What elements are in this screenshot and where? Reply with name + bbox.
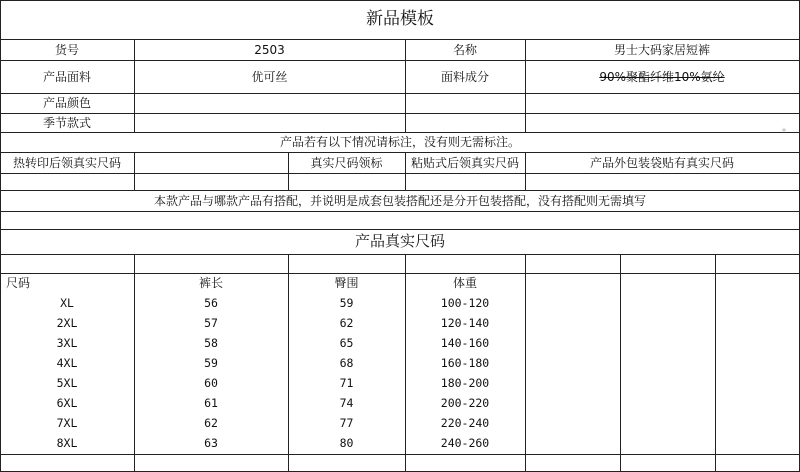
hip-cell: 59 bbox=[339, 296, 354, 311]
name-value: 男士大码家居短裤 bbox=[613, 42, 710, 57]
length-cell: 56 bbox=[204, 296, 218, 311]
sparkle-icon bbox=[781, 127, 787, 133]
length-cell: 60 bbox=[204, 376, 218, 391]
item-no-value: 2503 bbox=[254, 42, 285, 57]
sticker-label: 粘贴式后领真实尺码 bbox=[410, 155, 519, 170]
grid-line bbox=[715, 254, 716, 472]
hip-cell: 80 bbox=[339, 436, 354, 451]
collar-tag-label: 真实尺码领标 bbox=[310, 155, 383, 170]
grid-line bbox=[134, 152, 135, 190]
fabric-label: 产品面料 bbox=[42, 69, 91, 84]
length-cell: 63 bbox=[204, 436, 218, 451]
grid-line bbox=[0, 173, 800, 174]
page-title: 新品模板 bbox=[366, 9, 434, 29]
weight-cell: 120-140 bbox=[440, 316, 490, 331]
hip-cell: 71 bbox=[339, 376, 354, 391]
length-cell: 59 bbox=[204, 356, 218, 371]
hip-cell: 62 bbox=[339, 316, 354, 331]
grid-line bbox=[620, 254, 621, 472]
grid-line bbox=[0, 454, 800, 455]
composition-label: 面料成分 bbox=[440, 69, 489, 84]
grid-line bbox=[525, 254, 526, 472]
size-cell: XL bbox=[60, 296, 74, 311]
weight-cell: 180-200 bbox=[440, 376, 490, 391]
matching-note: 本款产品与哪款产品有搭配，并说明是成套包装搭配还是分开包装搭配，没有搭配则无需填写 bbox=[153, 193, 646, 208]
grid-line bbox=[0, 254, 800, 255]
col-header-hip: 臀围 bbox=[334, 276, 359, 290]
weight-cell: 200-220 bbox=[440, 396, 490, 411]
size-cell: 3XL bbox=[56, 336, 78, 351]
size-cell: 4XL bbox=[56, 356, 78, 371]
conditions-note: 产品若有以下情况请标注，没有则无需标注。 bbox=[279, 135, 520, 149]
hip-cell: 74 bbox=[339, 396, 354, 411]
grid-line bbox=[0, 211, 800, 212]
size-cell: 2XL bbox=[56, 316, 78, 331]
fabric-value: 优可丝 bbox=[251, 69, 288, 84]
weight-cell: 220-240 bbox=[440, 416, 490, 431]
weight-cell: 240-260 bbox=[440, 436, 490, 451]
length-cell: 57 bbox=[204, 316, 218, 331]
length-cell: 58 bbox=[204, 336, 218, 351]
col-header-weight: 体重 bbox=[452, 276, 477, 290]
size-cell: 7XL bbox=[56, 416, 78, 431]
col-header-size: 尺码 bbox=[6, 276, 31, 290]
weight-cell: 100-120 bbox=[440, 296, 490, 311]
weight-cell: 140-160 bbox=[440, 336, 490, 351]
hip-cell: 68 bbox=[339, 356, 354, 371]
composition-value: 90%聚酯纤维10%氨纶 bbox=[599, 69, 725, 84]
hip-cell: 65 bbox=[339, 336, 354, 351]
size-chart-heading: 产品真实尺码 bbox=[354, 232, 445, 250]
hip-cell: 77 bbox=[339, 416, 354, 431]
weight-cell: 160-180 bbox=[440, 356, 490, 371]
color-label: 产品颜色 bbox=[42, 96, 91, 110]
size-cell: 5XL bbox=[56, 376, 78, 391]
heat-transfer-label: 热转印后领真实尺码 bbox=[12, 155, 121, 170]
name-label: 名称 bbox=[452, 42, 477, 57]
size-cell: 8XL bbox=[56, 436, 78, 451]
length-cell: 62 bbox=[204, 416, 218, 431]
length-cell: 61 bbox=[204, 396, 218, 411]
size-cell: 6XL bbox=[56, 396, 78, 411]
item-no-label: 货号 bbox=[54, 42, 79, 57]
outer-pack-label: 产品外包装袋贴有真实尺码 bbox=[589, 155, 734, 170]
season-label: 季节款式 bbox=[42, 115, 91, 130]
col-header-length: 裤长 bbox=[198, 276, 223, 290]
